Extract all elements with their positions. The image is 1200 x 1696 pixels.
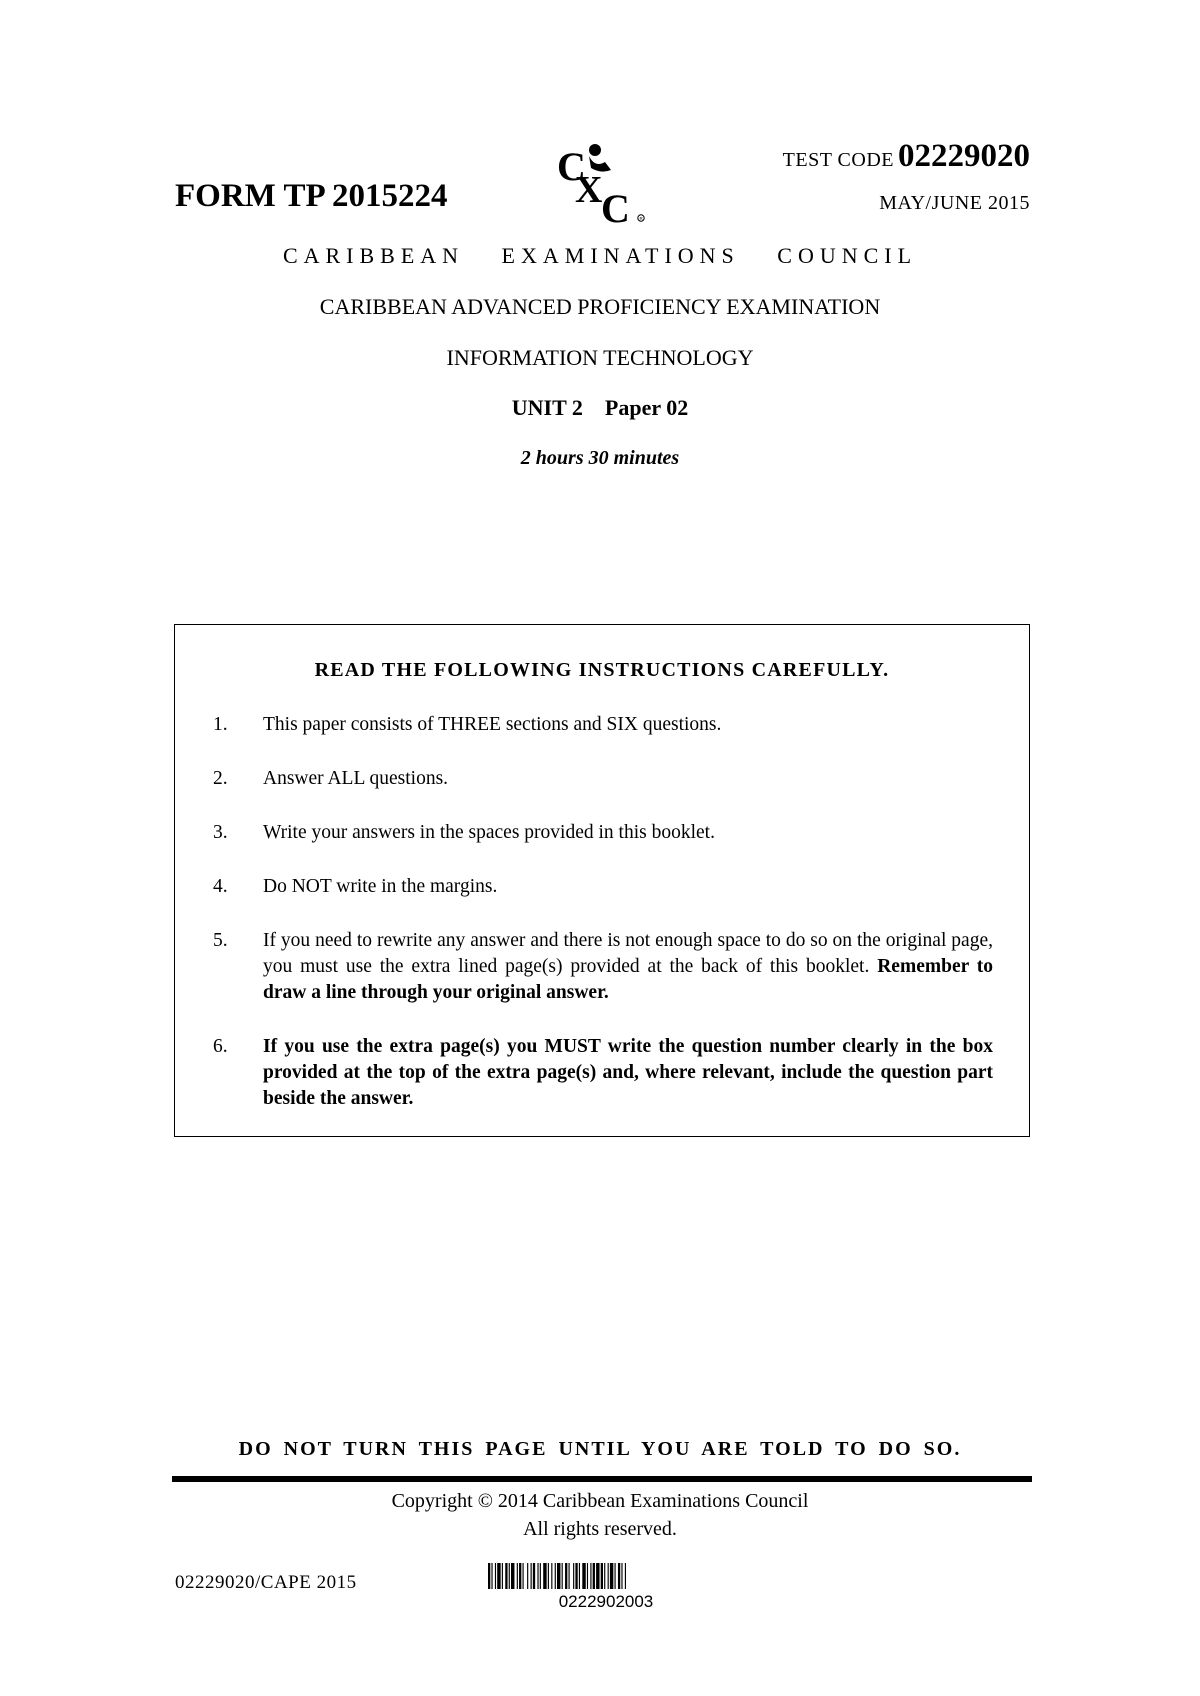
barcode-bar	[491, 1563, 492, 1589]
svg-text:C: C	[601, 186, 630, 225]
barcode-bar	[573, 1563, 574, 1589]
copyright-notice: Copyright © 2014 Caribbean Examinations Council	[391, 1490, 809, 1512]
instruction-text: Answer ALL questions.	[263, 768, 449, 789]
instructions-heading: READ THE FOLLOWING INSTRUCTIONS CAREFULLY.	[314, 659, 890, 681]
svg-text:X: X	[575, 169, 603, 211]
instruction-emphasis: Remember to draw a line through your original answer.	[263, 956, 994, 1003]
svg-text:R: R	[639, 216, 643, 221]
barcode-bar	[625, 1563, 626, 1589]
rights-notice: All rights reserved.	[523, 1518, 677, 1540]
exam-session: MAY/JUNE 2015	[879, 192, 1030, 214]
barcode-bar	[610, 1563, 613, 1589]
barcode-image	[488, 1563, 724, 1589]
instruction-number: 2.	[213, 768, 228, 789]
test-code-prefix: TEST CODE	[782, 149, 894, 171]
barcode-bar	[527, 1563, 528, 1589]
barcode-bar	[608, 1563, 609, 1589]
barcode-bar	[511, 1563, 514, 1589]
barcode-bar	[531, 1563, 532, 1589]
barcode-bar	[601, 1563, 603, 1589]
barcode-bar	[555, 1563, 556, 1589]
barcode-bar	[565, 1563, 567, 1589]
barcode-bar	[596, 1563, 599, 1589]
instruction-number: 6.	[213, 1036, 228, 1057]
barcode-bar	[488, 1563, 490, 1589]
barcode-bar	[621, 1563, 622, 1589]
barcode-bar	[562, 1563, 563, 1589]
exam-name: CARIBBEAN ADVANCED PROFICIENCY EXAMINATION	[319, 294, 881, 319]
barcode-bar	[587, 1563, 588, 1589]
instructions-box	[174, 624, 1030, 1137]
barcode-bar	[509, 1563, 510, 1589]
instruction-text: If you use the extra page(s) you MUST write the question number clearly in the box provided at the top of the extra page(s) and, where relevant, include the question part beside the answer.	[263, 1036, 993, 1109]
barcode-bar	[543, 1563, 546, 1589]
barcode-bar	[575, 1563, 577, 1589]
barcode-bar	[593, 1563, 595, 1589]
barcode-bar	[497, 1563, 500, 1589]
barcode-bar	[519, 1563, 521, 1589]
barcode-bar	[582, 1563, 585, 1589]
barcode-bar	[618, 1563, 620, 1589]
barcode-bar	[590, 1563, 591, 1589]
barcode-bar	[604, 1563, 605, 1589]
barcode-bar	[569, 1563, 570, 1589]
barcode-bar	[579, 1563, 580, 1589]
instruction-number: 1.	[213, 714, 228, 735]
barcode-bar	[523, 1563, 524, 1589]
divider-rule	[172, 1476, 1032, 1482]
barcode-bar	[615, 1563, 616, 1589]
unit-paper-line	[0, 395, 1200, 421]
barcode-bar	[537, 1563, 538, 1589]
document-code: 02229020/CAPE 2015	[175, 1572, 357, 1593]
barcode-number: 0222902003	[558, 1592, 654, 1611]
instruction-text: Do NOT write in the margins.	[263, 876, 498, 897]
instruction-number: 3.	[213, 822, 228, 843]
barcode-bar	[548, 1563, 549, 1589]
paper-label: Paper 02	[604, 395, 689, 420]
form-label: FORM TP 2015224	[175, 178, 448, 214]
instruction-text: This paper consists of THREE sections and SIX questions.	[263, 714, 722, 735]
barcode-bar	[533, 1563, 535, 1589]
do-not-turn-warning: DO NOT TURN THIS PAGE UNTIL YOU ARE TOLD TO DO SO.	[238, 1438, 962, 1460]
barcode-bar	[540, 1563, 541, 1589]
instruction-text-block	[263, 928, 993, 1006]
barcode-bar	[495, 1563, 496, 1589]
cxc-logo	[555, 140, 645, 225]
instruction-number: 4.	[213, 876, 228, 897]
barcode-bar	[551, 1563, 552, 1589]
instruction-text: If you need to rewrite any answer and there is not enough space to do so on the original page, you must use the extra lined page(s) provided at the back of this booklet.	[263, 930, 993, 977]
barcode-bar	[517, 1563, 518, 1589]
barcode-bar	[505, 1563, 507, 1589]
test-code	[783, 138, 1030, 175]
svg-text:C: C	[557, 144, 586, 189]
instruction-number: 5.	[213, 930, 228, 951]
exam-duration: 2 hours 30 minutes	[520, 447, 680, 469]
unit-label: UNIT 2	[511, 395, 583, 420]
barcode-bar	[557, 1563, 560, 1589]
barcode-bar	[502, 1563, 503, 1589]
instruction-text: Write your answers in the spaces provided in this booklet.	[263, 822, 715, 843]
subject-title: INFORMATION TECHNOLOGY	[446, 345, 754, 370]
council-name: CARIBBEAN EXAMINATIONS COUNCIL	[282, 243, 918, 268]
test-code-value: 02229020	[898, 138, 1030, 174]
